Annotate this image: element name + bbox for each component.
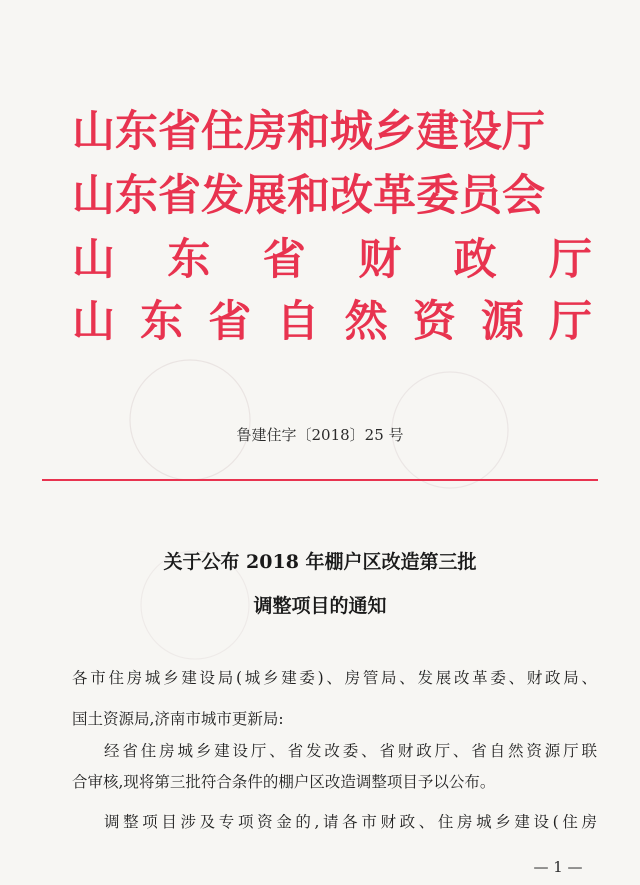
paragraph1-line1: 经省住房城乡建设厅、省发改委、省财政厅、省自然资源厅联 — [104, 742, 597, 760]
recipients-line1: 各市住房城乡建设局(城乡建委)、房管局、发展改革委、财政局、 — [72, 669, 597, 687]
agency-housing-construction: 山东省住房和城乡建设厅 — [72, 107, 545, 157]
agency-natural-resources: 山东省自然资源厅 — [72, 297, 592, 347]
notice-title-line1: 关于公布 2018 年棚户区改造第三批 — [163, 551, 477, 573]
agency-development-reform: 山东省发展和改革委员会 — [72, 171, 545, 221]
faint-seal-ghost-left — [120, 350, 260, 490]
page-number: — 1 — — [533, 858, 583, 876]
agency-finance: 山东省财政厅 — [72, 235, 592, 285]
paragraph2-line1: 调整项目涉及专项资金的,请各市财政、住房城乡建设(住房 — [104, 813, 597, 831]
notice-title-line2: 调整项目的通知 — [253, 595, 387, 617]
paragraph1-line2: 合审核,现将第三批符合条件的棚户区改造调整项目予以公布。 — [72, 773, 496, 791]
red-divider-line — [42, 479, 598, 481]
recipients-line2: 国土资源局,济南市城市更新局: — [72, 710, 284, 728]
document-number: 鲁建住字〔2018〕25 号 — [236, 426, 404, 444]
